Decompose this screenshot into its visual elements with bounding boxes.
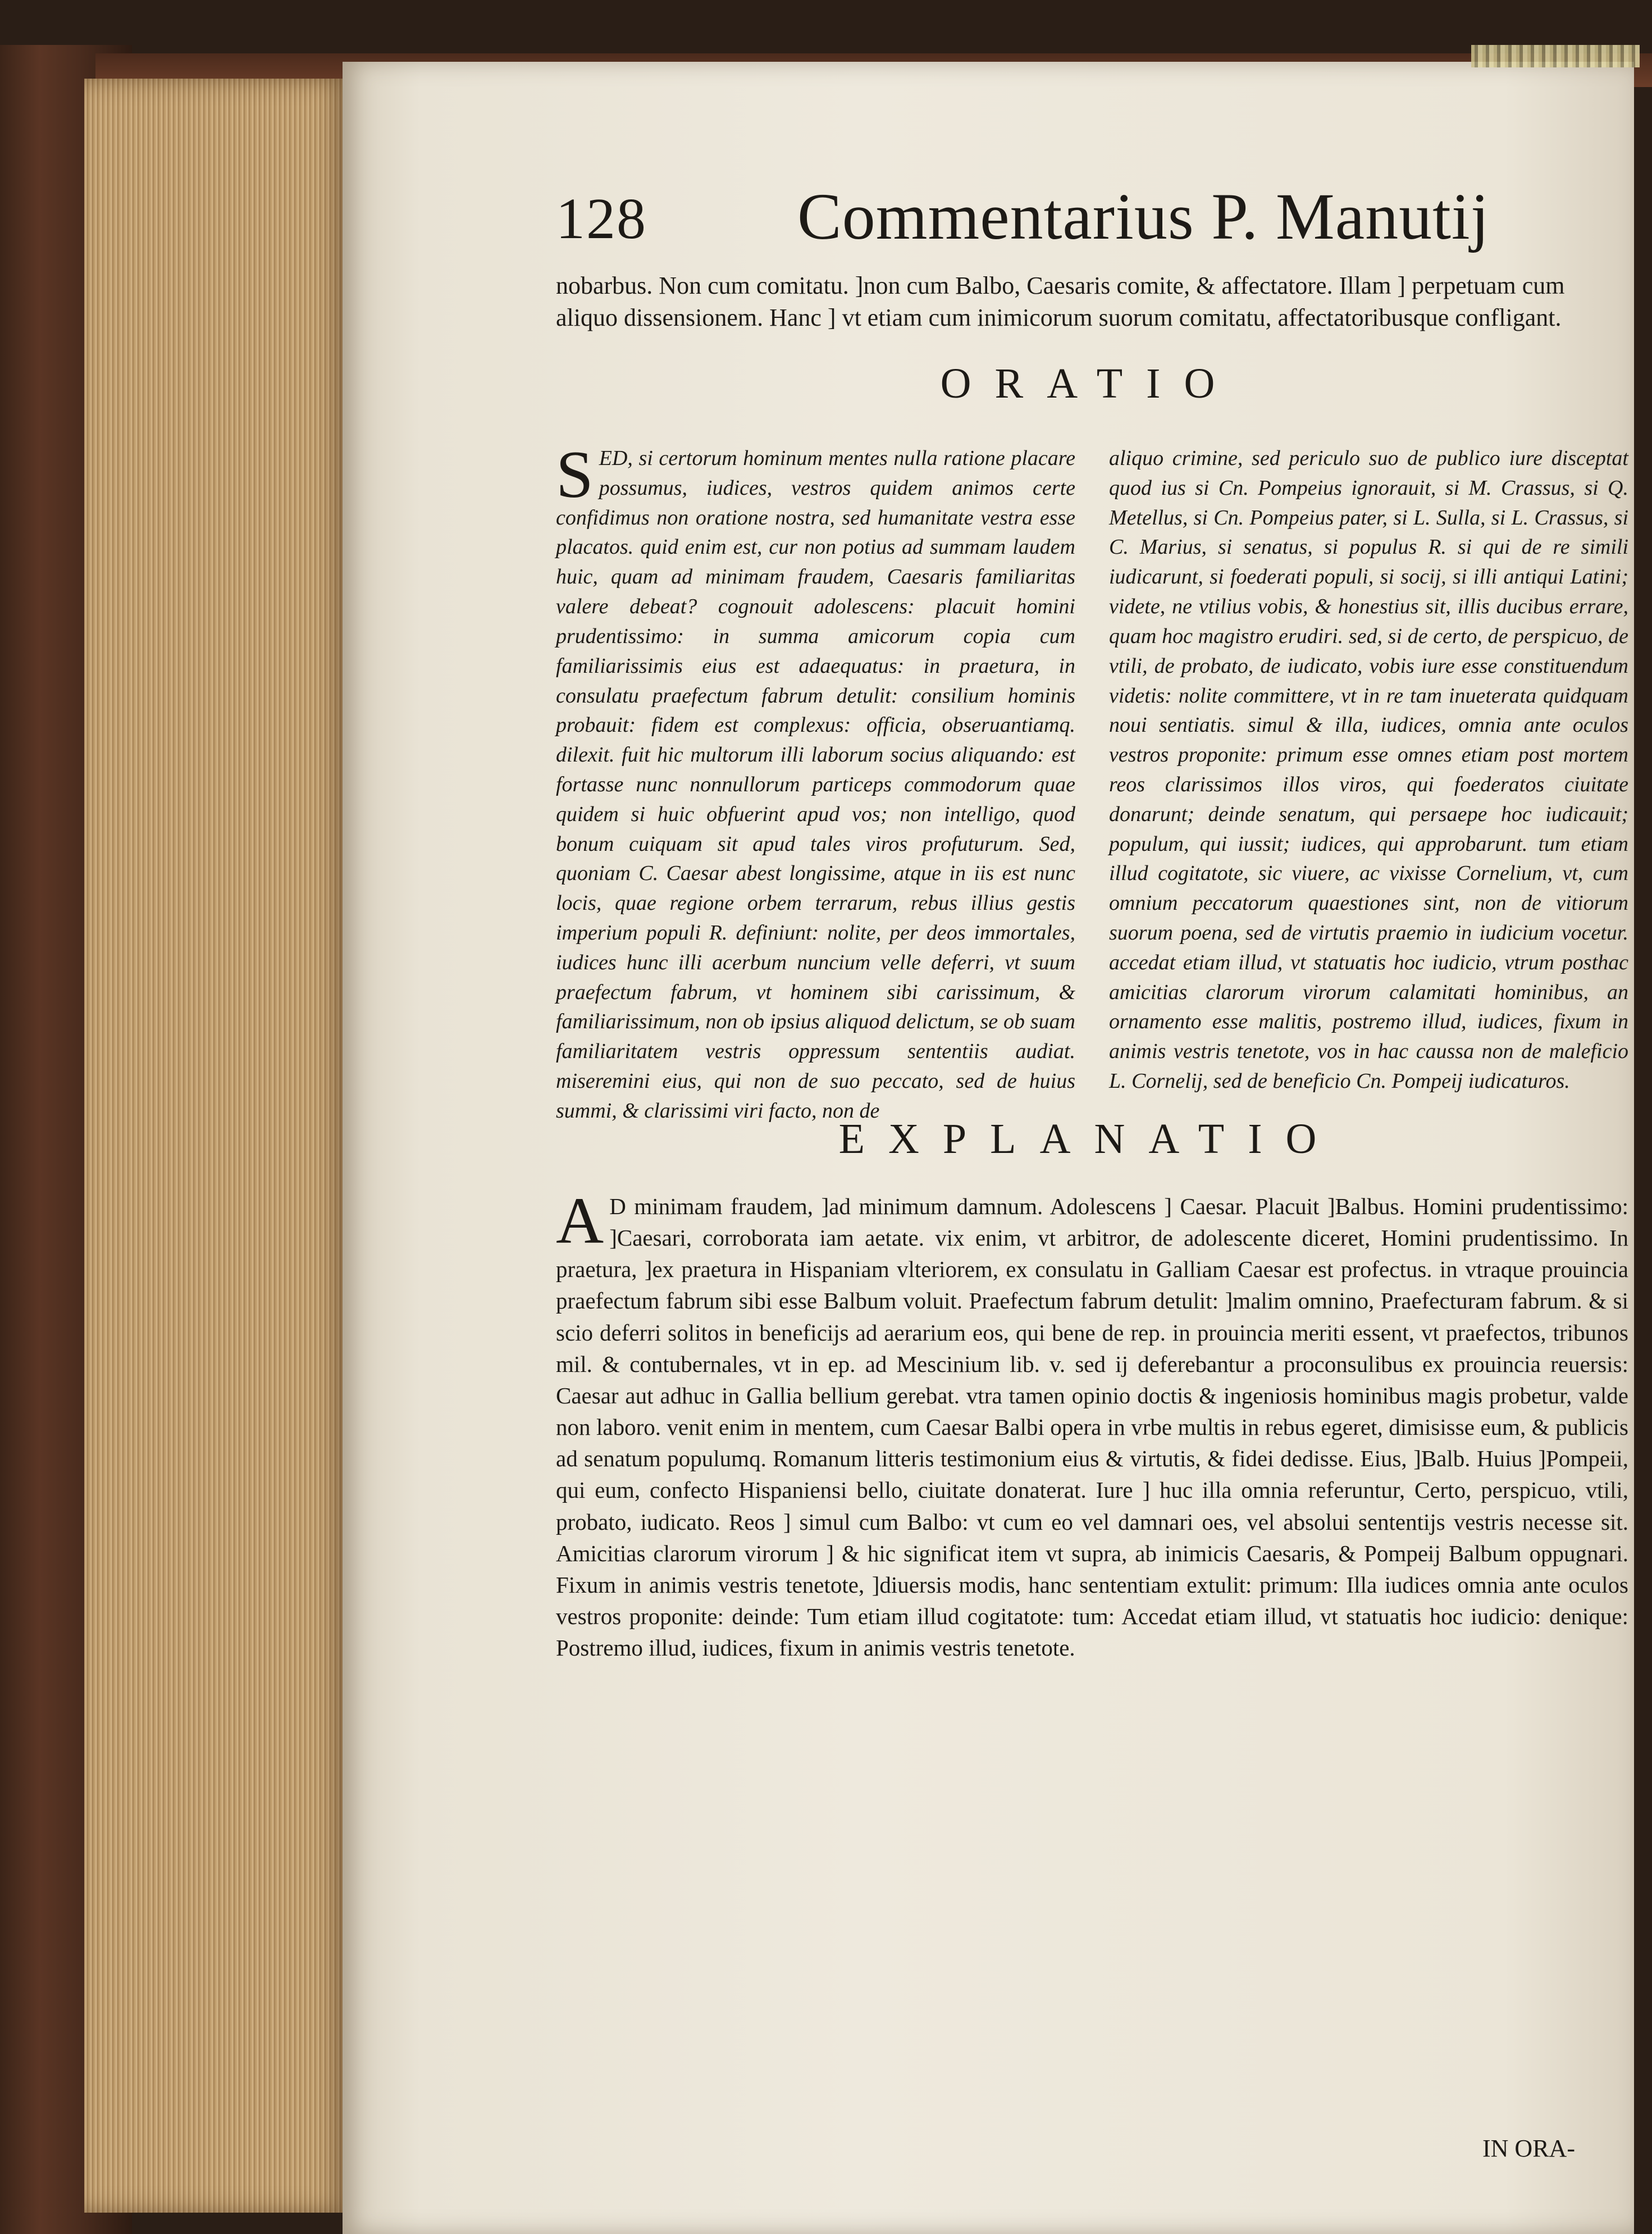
explanatio-text: D minimam fraudem, ]ad minimum damnum. Adolescens ] Caesar. Placuit ]Balbus. Homini prudentissimo: ]Caesari, corroborata iam aetate. vix enim, vt arbitror, de adolescente diceret, Homini prudentissimo. In praetura, ]ex praetura in Hispaniam vlteriorem, ex consulatu in Galliam Caesar est profectus. in vtraque prouincia praefectum fabrum sibi esse Balbum voluit. Praefectum fabrum detulit: ]malim omnino, Praefecturam fabrum. & si scio deferri solitos in beneficijs ad aerarium eos, qui bene de rep. in prouincia meriti essent, vt praefectos, tribunos mil. & contubernales, vt in ep. ad Mescinium lib. v. sed ij deferebantur a proconsulibus ex prouincia reuersis: Caesar aut adhuc in Gallia bellium gerebat. vtra tamen opinio doctis & ingeniosis hominibus magis probetur, valde non laboro. venit enim in mentem, cum Caesar Balbi opera in vrbe multis in rebus egeret, dimisisse eum, & publicis ad senatum populumq. Romanum litteris testimonium eius & virtutis, & fidei dedisse. Eius, ]Balb. Huius ]Pompeii, qui eum, confecto Hispaniensi bello, ciuitate donaterat. Iure ] huc illa omnia referuntur, Certo, perspicuo, vtili, probato, iudicato. Reos ] simul cum Balbo: vt cum eo vel damnari oes, vel absolui sententijs vestris necesse sit. Amicitias clarorum virorum ] & hic significat item vt supra, ab inimicis Caesaris, & Pompeij Balbum oppugnari. Fixum in animis vestris tenetote, ]diuersis modis, hanc sententiam extulit: primum: Illa iudices omnia ante oculos vestros proponite: deinde: Tum etiam illud cogitatote: tum: Accedat etiam illud, vt statuatis hoc iudicio: denique: Postremo illud, iudices, fixum in animis vestris tenetote. bbox=[556, 1193, 1628, 1661]
catchword: IN ORA- bbox=[1482, 2135, 1575, 2162]
running-head: Commentarius P. Manutij bbox=[797, 180, 1490, 253]
oratio-left-text: ED, si certorum hominum mentes nulla ratione placare possumus, iudices, vestros quidem animos certe confidimus non oratione nostra, sed humanitate vestra esse placatos. quid enim est, cur non potius ad summam laudem huic, quam ad minimam fraudem, Caesaris familiaritas valere debeat? cognouit adolescens: placuit homini prudentissimo: in summa amicorum copia cum familiarissimis eius est adaequatus: in praetura, in consulatu praefectum fabrum detulit: consilium hominis probauit: fidem est complexus: officia, obseruantiamq. dilexit. fuit hic multorum illi laborum socius aliquando: est fortasse nunc nonnullorum particeps commodorum quae quidem si huic obfuerint apud vos; non intelligo, quod bonum cuiquam sit apud tales viros profuturum. Sed, quoniam C. Caesar abest longissime, atque in iis est nunc locis, quae regione orbem terrarum, rebus illius gestis imperium populi R. definiunt: nolite, per deos immortales, iudices hunc illi acerbum nuncium velle deferri, vt suum praefectum fabrum, vt hominem sibi carissimum, & familiarissimum, non ob ipsius aliquod delictum, se ob suam familiaritatem vestris oppressum sententiis audiat. miseremini eius, qui non de suo peccato, sed de huius summi, & clarissimi viri facto, non de bbox=[556, 446, 1075, 1123]
page-number: 128 bbox=[556, 186, 647, 251]
intro-paragraph: nobarbus. Non cum comitatu. ]non cum Balbo, Caesaris comite, & affectatore. Illam ] perpetuam cum aliquo dissensionem. Hanc ] vt etiam cum inimicorum suorum comitatu, affectatoribusque confligant. bbox=[556, 272, 1565, 332]
oratio-right-column: aliquo crimine, sed periculo suo de publico iure disceptat quod ius si Cn. Pompeius ignorauit, si M. Crassus, si Q. Metellus, si Cn. Pompeius pater, si L. Sulla, si L. Crassus, si C. Marius, si senatus, si populus R. si qui de re simili iudicarunt, si foederati populi, si socij, si illi antiqui Latini; videte, ne vtilius vobis, & honestius sit, illis ducibus errare, quam hoc magistro erudiri. sed, si de certo, de perspicuo, de vtili, de probato, de iudicato, vobis iure esse constituendum videtis: nolite committere, vt in re tam inueterata quidquam noui sentiatis. simul & illa, iudices, omnia ante oculos vestros proponite: primum esse omnes etiam post mortem reos clarissimos illos viros, qui foederatos ciuitate donarunt; deinde senatum, qui persaepe hoc iudicauit; populum, qui iussit; iudices, qui approbarunt. tum etiam illud cogitatote, sic viuere, ac vixisse Cornelium, vt, cum omnium peccatorum quaestiones sint, non de vitiorum suorum poena, sed de virtutis praemio in iudicium vocetur. accedat etiam illud, vt statuatis hoc iudicio, vtrum posthac amicitias clarorum virorum calamitati hominibus, an ornamento esse malitis, postremo illud, iudices, fixum in animis vestris tenetote, vos in hac caussa non de maleficio L. Cornelij, sed de beneficio Cn. Pompeij iudicaturos. bbox=[1109, 446, 1628, 1093]
gilt-edge bbox=[1471, 45, 1640, 67]
oratio-left-column bbox=[556, 437, 1075, 1123]
dropcap-a: A bbox=[556, 1184, 604, 1257]
dropcap-s: S bbox=[556, 437, 594, 512]
heading-explanatio: EXPLANATIO bbox=[838, 1115, 1340, 1162]
oratio-columns bbox=[556, 437, 1628, 1123]
heading-oratio: ORATIO bbox=[940, 360, 1239, 407]
explanatio-paragraph bbox=[556, 1184, 1628, 1663]
page-stack-fore-edge bbox=[84, 79, 348, 2213]
